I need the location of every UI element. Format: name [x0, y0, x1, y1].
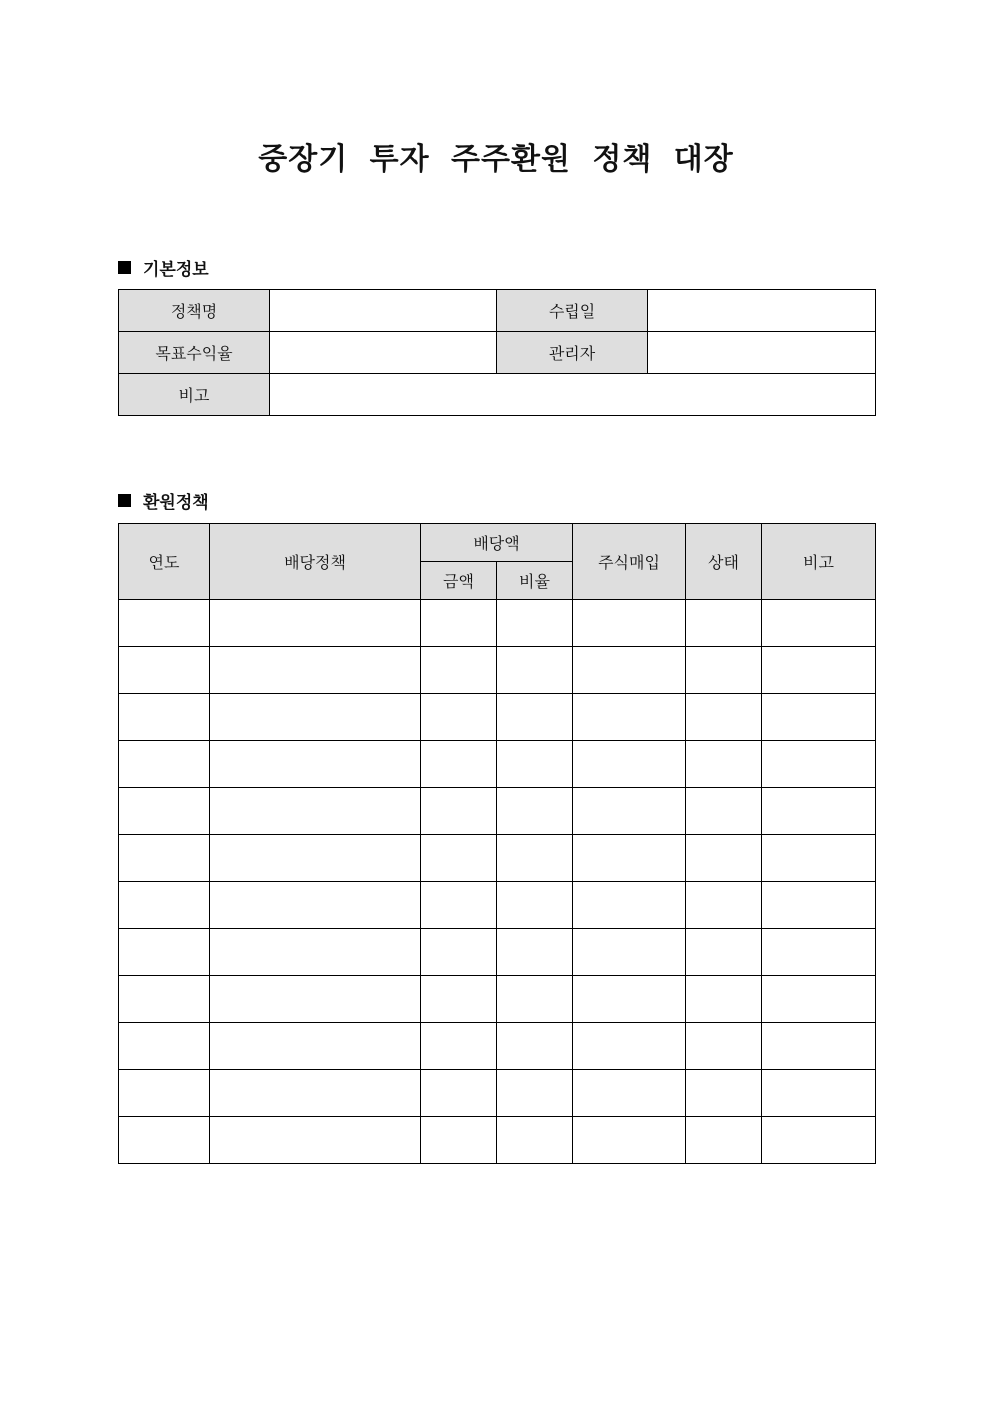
cell-dividend-policy[interactable]	[210, 741, 421, 788]
table-row	[119, 694, 876, 741]
cell-stock-buyback[interactable]	[573, 1117, 686, 1164]
table-row	[119, 741, 876, 788]
label-remarks: 비고	[119, 374, 270, 416]
cell-status[interactable]	[686, 600, 762, 647]
field-target-return[interactable]	[270, 332, 497, 374]
cell-year[interactable]	[119, 647, 210, 694]
cell-amount[interactable]	[421, 1023, 497, 1070]
cell-year[interactable]	[119, 1070, 210, 1117]
cell-dividend-policy[interactable]	[210, 835, 421, 882]
cell-status[interactable]	[686, 741, 762, 788]
cell-status[interactable]	[686, 1023, 762, 1070]
column-header-dividend-policy: 배당정책	[210, 524, 421, 600]
cell-amount[interactable]	[421, 788, 497, 835]
field-policy-name[interactable]	[270, 290, 497, 332]
field-manager[interactable]	[648, 332, 876, 374]
cell-status[interactable]	[686, 788, 762, 835]
label-policy-name: 정책명	[119, 290, 270, 332]
cell-remarks[interactable]	[762, 882, 876, 929]
cell-dividend-policy[interactable]	[210, 882, 421, 929]
cell-remarks[interactable]	[762, 1023, 876, 1070]
cell-amount[interactable]	[421, 976, 497, 1023]
cell-amount[interactable]	[421, 882, 497, 929]
cell-year[interactable]	[119, 788, 210, 835]
table-row	[119, 1070, 876, 1117]
cell-stock-buyback[interactable]	[573, 1070, 686, 1117]
field-remarks[interactable]	[270, 374, 876, 416]
cell-amount[interactable]	[421, 835, 497, 882]
cell-status[interactable]	[686, 1070, 762, 1117]
basic-info-table	[118, 289, 876, 416]
section-heading-label: 기본정보	[143, 260, 209, 280]
cell-year[interactable]	[119, 741, 210, 788]
cell-ratio[interactable]	[497, 600, 573, 647]
cell-stock-buyback[interactable]	[573, 788, 686, 835]
cell-amount[interactable]	[421, 647, 497, 694]
cell-dividend-policy[interactable]	[210, 788, 421, 835]
cell-remarks[interactable]	[762, 788, 876, 835]
cell-ratio[interactable]	[497, 976, 573, 1023]
cell-remarks[interactable]	[762, 1070, 876, 1117]
cell-status[interactable]	[686, 694, 762, 741]
column-header-ratio: 비율	[497, 562, 573, 600]
cell-remarks[interactable]	[762, 741, 876, 788]
section-heading-basic-info	[118, 255, 209, 280]
cell-remarks[interactable]	[762, 647, 876, 694]
cell-year[interactable]	[119, 1117, 210, 1164]
table-row	[119, 1023, 876, 1070]
cell-stock-buyback[interactable]	[573, 1023, 686, 1070]
cell-dividend-policy[interactable]	[210, 1023, 421, 1070]
label-established-date: 수립일	[497, 290, 648, 332]
cell-status[interactable]	[686, 882, 762, 929]
table-row	[119, 882, 876, 929]
cell-ratio[interactable]	[497, 741, 573, 788]
cell-dividend-policy[interactable]	[210, 976, 421, 1023]
cell-ratio[interactable]	[497, 929, 573, 976]
cell-status[interactable]	[686, 647, 762, 694]
cell-dividend-policy[interactable]	[210, 647, 421, 694]
cell-status[interactable]	[686, 1117, 762, 1164]
cell-amount[interactable]	[421, 1070, 497, 1117]
cell-remarks[interactable]	[762, 929, 876, 976]
section-heading-return-policy	[118, 488, 209, 513]
cell-status[interactable]	[686, 976, 762, 1023]
cell-status[interactable]	[686, 835, 762, 882]
cell-dividend-policy[interactable]	[210, 1117, 421, 1164]
field-established-date[interactable]	[648, 290, 876, 332]
cell-dividend-policy[interactable]	[210, 694, 421, 741]
column-header-status: 상태	[686, 524, 762, 600]
label-target-return: 목표수익율	[119, 332, 270, 374]
cell-amount[interactable]	[421, 694, 497, 741]
cell-ratio[interactable]	[497, 788, 573, 835]
cell-ratio[interactable]	[497, 1070, 573, 1117]
cell-year[interactable]	[119, 600, 210, 647]
column-header-year: 연도	[119, 524, 210, 600]
table-row	[119, 929, 876, 976]
cell-dividend-policy[interactable]	[210, 600, 421, 647]
cell-remarks[interactable]	[762, 600, 876, 647]
cell-dividend-policy[interactable]	[210, 929, 421, 976]
cell-dividend-policy[interactable]	[210, 1070, 421, 1117]
cell-year[interactable]	[119, 976, 210, 1023]
square-bullet-icon	[118, 494, 131, 507]
cell-ratio[interactable]	[497, 1023, 573, 1070]
cell-amount[interactable]	[421, 929, 497, 976]
cell-year[interactable]	[119, 835, 210, 882]
column-header-remarks: 비고	[762, 524, 876, 600]
cell-ratio[interactable]	[497, 647, 573, 694]
cell-amount[interactable]	[421, 1117, 497, 1164]
table-row	[119, 1117, 876, 1164]
cell-ratio[interactable]	[497, 1117, 573, 1164]
cell-ratio[interactable]	[497, 694, 573, 741]
cell-stock-buyback[interactable]	[573, 929, 686, 976]
cell-stock-buyback[interactable]	[573, 835, 686, 882]
cell-amount[interactable]	[421, 741, 497, 788]
cell-stock-buyback[interactable]	[573, 976, 686, 1023]
cell-ratio[interactable]	[497, 882, 573, 929]
cell-stock-buyback[interactable]	[573, 882, 686, 929]
table-row	[119, 835, 876, 882]
column-header-dividend-amount-group: 배당액	[421, 524, 573, 562]
cell-remarks[interactable]	[762, 1117, 876, 1164]
cell-remarks[interactable]	[762, 835, 876, 882]
cell-stock-buyback[interactable]	[573, 741, 686, 788]
table-row	[119, 788, 876, 835]
table-row	[119, 600, 876, 647]
cell-ratio[interactable]	[497, 835, 573, 882]
table-row	[119, 647, 876, 694]
cell-stock-buyback[interactable]	[573, 694, 686, 741]
cell-amount[interactable]	[421, 600, 497, 647]
section-heading-label: 환원정책	[143, 493, 209, 513]
square-bullet-icon	[118, 261, 131, 274]
cell-year[interactable]	[119, 694, 210, 741]
cell-remarks[interactable]	[762, 976, 876, 1023]
table-row	[119, 976, 876, 1023]
cell-remarks[interactable]	[762, 694, 876, 741]
cell-stock-buyback[interactable]	[573, 647, 686, 694]
return-policy-table	[118, 523, 876, 1164]
document-title: 중장기 투자 주주환원 정책 대장	[258, 142, 734, 177]
column-header-stock-buyback: 주식매입	[573, 524, 686, 600]
cell-status[interactable]	[686, 929, 762, 976]
cell-year[interactable]	[119, 1023, 210, 1070]
cell-year[interactable]	[119, 882, 210, 929]
cell-stock-buyback[interactable]	[573, 600, 686, 647]
column-header-amount: 금액	[421, 562, 497, 600]
cell-year[interactable]	[119, 929, 210, 976]
label-manager: 관리자	[497, 332, 648, 374]
